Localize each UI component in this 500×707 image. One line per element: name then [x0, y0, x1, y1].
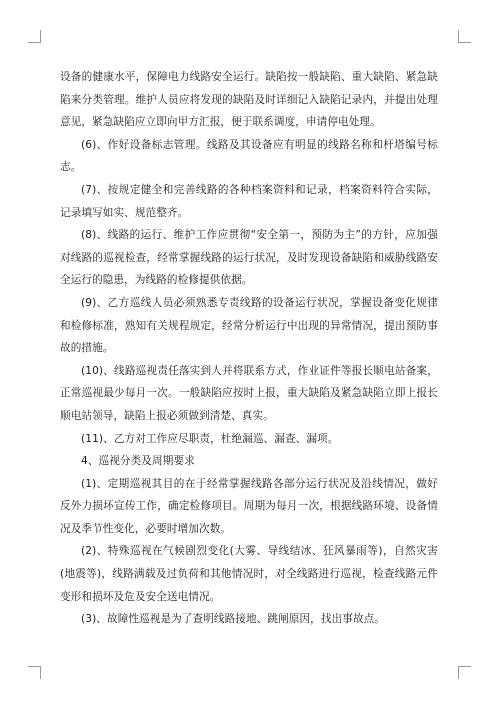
paragraph-item-8: (8)、线路的运行、维护工作应贯彻“安全第一，预防为主”的方针，应加强对线路的巡视检查，经常掌握线路的运行状况，及时发现设备缺陷和威胁线路安全运行的隐患，为线路的检修提供依据。 — [60, 229, 438, 287]
paragraph-continuation: 设备的健康水平，保障电力线路安全运行。缺陷按一般缺陷、重大缺陷、紧急缺陷来分类管理。维护人员应将发现的缺陷及时详细记入缺陷记录内，并提出处理意见，紧急缺陷应立即向甲方汇报，便于联系调度，申请停电处理。 — [60, 71, 438, 129]
paragraph-item-9: (9)、乙方巡线人员必须熟悉专责线路的设备运行状况，掌握设备变化规律和检修标准，熟知有关规程规定，经常分析运行中出现的异常情况，提出预防事故的措施。 — [60, 296, 438, 355]
section-heading-4: 4、巡视分类及周期要求 — [81, 455, 195, 468]
crop-mark-top-left — [28, 30, 41, 43]
crop-mark-bottom-left — [28, 666, 41, 679]
paragraph-item-6: (6)、作好设备标志管理。线路及其设备应有明显的线路名称和杆塔编号标志。 — [60, 138, 438, 174]
paragraph-patrol-1: (1)、定期巡视其目的在于经常掌握线路各部分运行状况及沿线情况，做好反外力损坏宣传工作，确定检修项目。周期为每月一次，根据线路环境、设备情况及季节性变化，必要时增加次数。 — [60, 477, 438, 535]
crop-mark-bottom-right — [458, 666, 471, 679]
paragraph-item-10: (10)、线路巡视责任落实到人并将联系方式，作业证件等报长顺电站备案，正常巡视最少每月一次。一般缺陷应按时上报，重大缺陷及紧急缺陷立即上报长顺电站领导，缺陷上报必须做到清楚、真实。 — [60, 364, 438, 422]
paragraph-patrol-3: (3)、故障性巡视是为了查明线路接地、跳闸原因，找出事故点。 — [81, 613, 386, 626]
paragraph-item-11: (11)、乙方对工作应尽职责，杜绝漏巡、漏查、漏项。 — [81, 432, 339, 445]
paragraph-patrol-2: (2)、特殊巡视在气候剧烈变化(大雾、导线结冰、狂风暴雨等)，自然灾害(地震等)，线路满载及过负荷和其他情况时，对全线路进行巡视，检查线路元件变形和损坏及危及安全送电情况。 — [60, 545, 438, 603]
paragraph-item-7: (7)、按规定健全和完善线路的各种档案资料和记录，档案资料符合实际，记录填写如实、规范整齐。 — [60, 183, 438, 219]
crop-mark-top-right — [458, 30, 471, 43]
document-body — [60, 66, 438, 631]
